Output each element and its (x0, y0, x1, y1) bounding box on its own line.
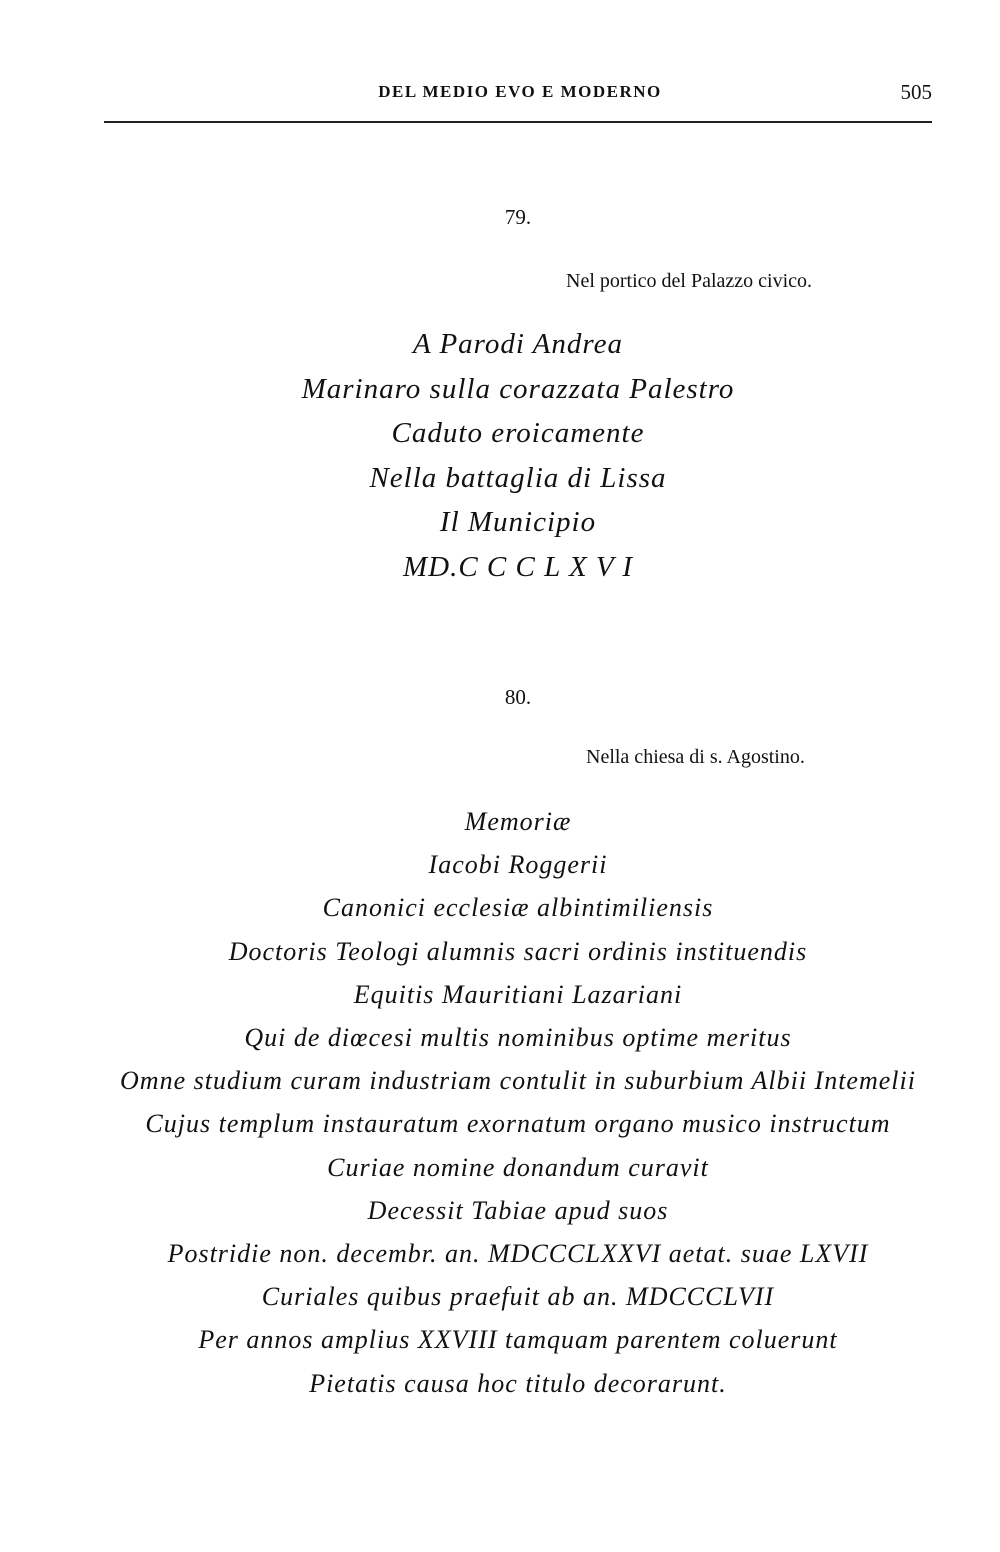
inscription-line: Per annos amplius XXVIII tamquam parentem coluerunt (198, 1325, 838, 1355)
inscription-line: Caduto eroicamente (391, 417, 645, 449)
header-rule (104, 121, 932, 123)
inscription-line: Canonici ecclesiæ albintimiliensis (322, 893, 714, 923)
inscription-line: Curiae nomine donandum curavit (327, 1152, 709, 1182)
inscription-80 (0, 800, 1000, 1405)
inscription-line: Equitis Mauritiani Lazariani (353, 979, 683, 1009)
inscription-line: Memoriæ (464, 807, 572, 836)
inscription-line: A Parodi Andrea (413, 328, 623, 360)
running-head (0, 80, 1000, 110)
inscription-line: Iacobi Roggerii (428, 850, 608, 880)
entry-location-79: Nel portico del Palazzo civico. (566, 270, 813, 292)
inscription-line: Cujus templum instauratum exornatum organo musico instructum (145, 1109, 891, 1139)
running-title: DEL MEDIO EVO E MODERNO (378, 82, 662, 101)
inscription-line: Nella battaglia di Lissa (369, 461, 667, 494)
page-number: 505 (900, 80, 932, 104)
inscription-line: Marinaro sulla corazzata Palestro (301, 372, 735, 405)
entry-number-79: 79. (504, 205, 532, 229)
inscription-line: Pietatis causa hoc titulo decorarunt. (309, 1368, 727, 1398)
inscription-line: MD.C C C L X V I (402, 550, 634, 583)
inscription-line: Qui de diœcesi multis nominibus optime meritus (244, 1023, 792, 1053)
inscription-line: Omne studium curam industriam contulit in suburbium Albii Intemelii (120, 1066, 916, 1096)
inscription-79 (0, 322, 1000, 589)
inscription-line: Doctoris Teologi alumnis sacri ordinis instituendis (228, 936, 808, 966)
entry-location-80: Nella chiesa di s. Agostino. (586, 746, 805, 768)
inscription-line: Curiales quibus praefuit ab an. MDCCCLVII (261, 1282, 775, 1312)
entry-number-80: 80. (504, 685, 532, 709)
inscription-line: Postridie non. decembr. an. MDCCCLXXVI aetat. suae LXVII (167, 1239, 869, 1269)
inscription-line: Decessit Tabiae apud suos (367, 1195, 669, 1225)
inscription-line: Il Municipio (439, 506, 597, 538)
